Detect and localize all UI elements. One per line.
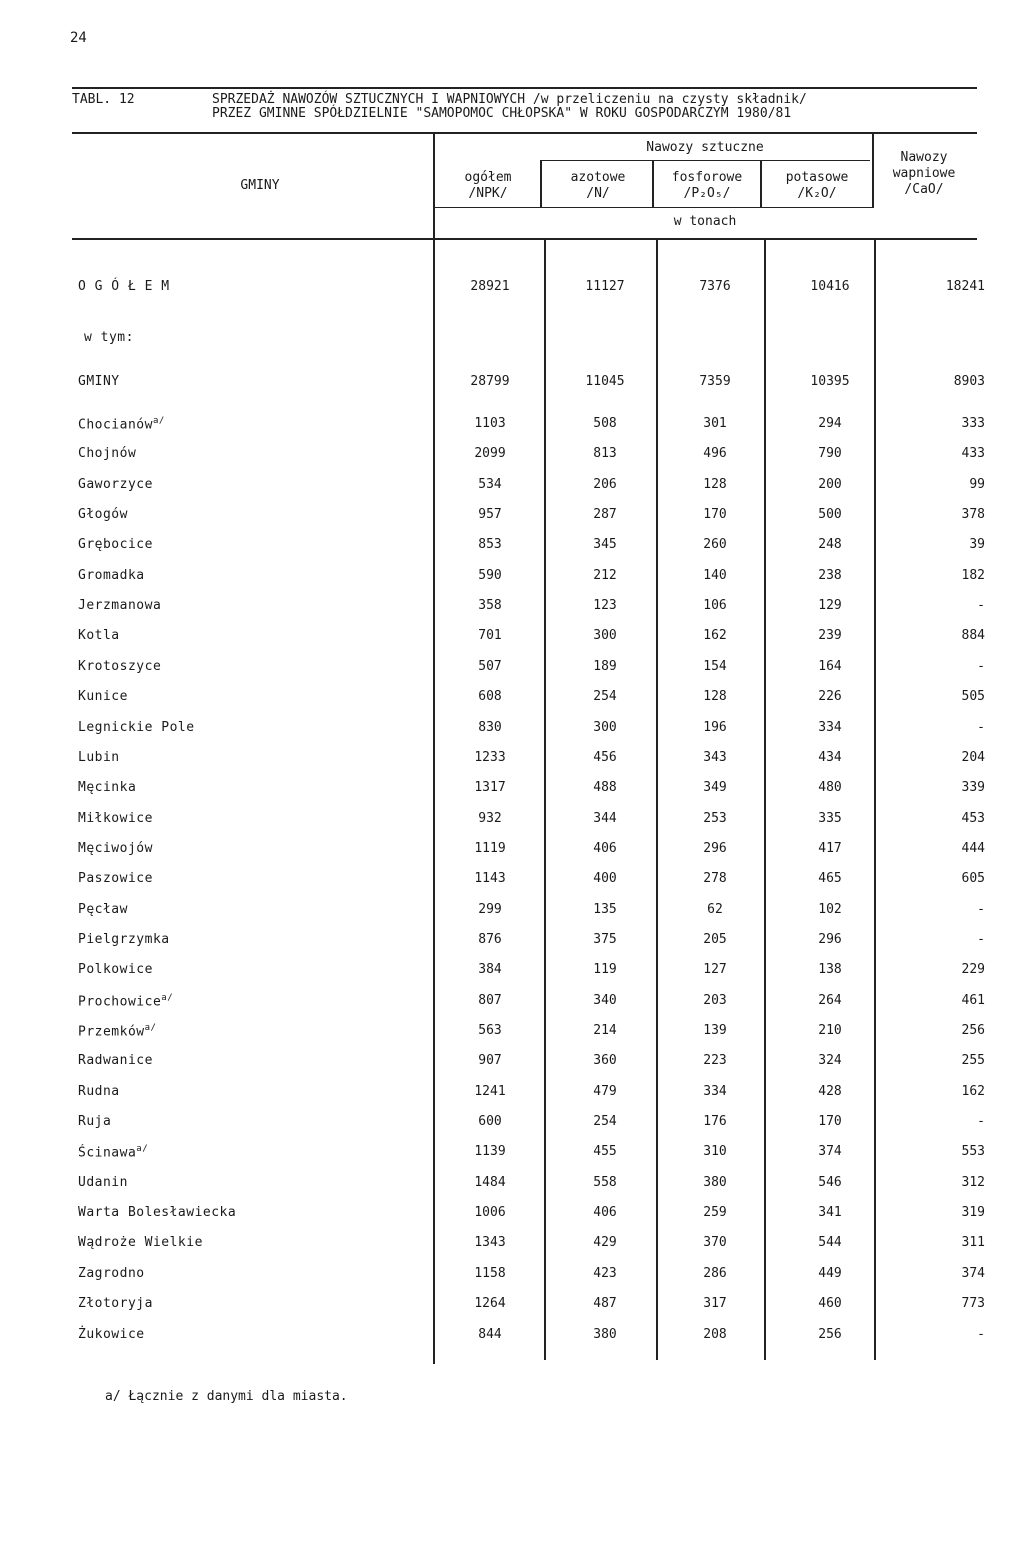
- cell-azotowe: 380: [593, 1327, 617, 1342]
- cell-wapniowe: -: [977, 1327, 985, 1342]
- row-name-text: Kunice: [78, 689, 128, 704]
- cell-wapniowe: 162: [961, 1084, 985, 1099]
- cell-wapniowe: 453: [961, 811, 985, 826]
- row-name-text: Krotoszyce: [78, 659, 162, 674]
- cell-fosforowe: 334: [703, 1084, 727, 1099]
- table-row: [0, 1023, 1024, 1043]
- rule-header-top: [72, 132, 977, 134]
- cell-wapniowe: -: [977, 598, 985, 613]
- cell-wapniowe: -: [977, 902, 985, 917]
- cell-wapniowe: 229: [961, 962, 985, 977]
- cell-fosforowe: 128: [703, 477, 727, 492]
- row-name: [78, 720, 195, 735]
- cell-ogolem: 384: [478, 962, 502, 977]
- header-gminy: GMINY: [240, 178, 280, 193]
- w-tym-row: [0, 330, 1024, 350]
- row-name: [78, 689, 128, 704]
- cell-ogolem: 1317: [474, 780, 506, 795]
- cell-azotowe: 189: [593, 659, 617, 674]
- cell-ogolem: 1006: [474, 1205, 506, 1220]
- table-row: [0, 598, 1024, 618]
- cell-wapniowe: 444: [961, 841, 985, 856]
- row-name: [78, 507, 128, 522]
- row-name-text: Polkowice: [78, 962, 153, 977]
- header-col4: [762, 170, 872, 202]
- row-name: GMINY: [78, 374, 120, 389]
- footnote-marker: a/: [152, 416, 165, 426]
- title-line-2: PRZEZ GMINNE SPÓŁDZIELNIE "SAMOPOMOC CHŁOPSKA" W ROKU GOSPODARCZYM 1980/81: [212, 106, 792, 121]
- cell-fosforowe: 259: [703, 1205, 727, 1220]
- row-name: [78, 628, 120, 643]
- header-col3: [654, 170, 760, 202]
- row-name: [78, 1205, 236, 1220]
- cell-wapniowe: 319: [961, 1205, 985, 1220]
- cell-wapniowe: 18241: [945, 279, 985, 294]
- table-row: [0, 1114, 1024, 1134]
- cell-potasowe: 790: [818, 446, 842, 461]
- table-row: [0, 1053, 1024, 1073]
- row-name: [78, 1175, 128, 1190]
- footnote-marker: a/: [161, 993, 174, 1003]
- cell-ogolem: 701: [478, 628, 502, 643]
- row-name-text: Męciwojów: [78, 841, 153, 856]
- w-tym-label: w tym:: [84, 330, 134, 345]
- cell-potasowe: 226: [818, 689, 842, 704]
- cell-potasowe: 164: [818, 659, 842, 674]
- cell-potasowe: 170: [818, 1114, 842, 1129]
- cell-azotowe: 214: [593, 1023, 617, 1038]
- cell-potasowe: 480: [818, 780, 842, 795]
- cell-fosforowe: 162: [703, 628, 727, 643]
- row-name-text: Prochowice: [78, 994, 162, 1010]
- cell-wapniowe: 8903: [953, 374, 985, 389]
- cell-fosforowe: 260: [703, 537, 727, 552]
- cell-potasowe: 264: [818, 993, 842, 1008]
- cell-ogolem: 1158: [474, 1266, 506, 1281]
- cell-potasowe: 239: [818, 628, 842, 643]
- cell-fosforowe: 170: [703, 507, 727, 522]
- row-name: [78, 811, 153, 826]
- header-unit: w tonach: [673, 214, 737, 229]
- row-name-text: Złotoryja: [78, 1296, 153, 1311]
- footnote-marker: a/: [136, 1144, 149, 1154]
- row-name: O G Ó Ł E M: [78, 279, 170, 294]
- table-row: [0, 477, 1024, 497]
- row-name: [78, 780, 136, 795]
- cell-potasowe: 256: [818, 1327, 842, 1342]
- row-name-text: Miłkowice: [78, 811, 153, 826]
- table-title-text: [212, 93, 807, 121]
- cell-fosforowe: 208: [703, 1327, 727, 1342]
- cell-wapniowe: 605: [961, 871, 985, 886]
- row-name: [78, 537, 153, 552]
- cell-potasowe: 465: [818, 871, 842, 886]
- cell-azotowe: 254: [593, 1114, 617, 1129]
- row-name: [78, 871, 153, 886]
- row-name-text: Udanin: [78, 1175, 128, 1190]
- table-row: [0, 750, 1024, 770]
- footnote-marker: a/: [144, 1023, 157, 1033]
- row-name: [78, 1084, 120, 1099]
- cell-wapniowe: 339: [961, 780, 985, 795]
- row-name: [78, 1053, 153, 1068]
- cell-potasowe: 500: [818, 507, 842, 522]
- header-group-title: Nawozy sztuczne: [646, 140, 764, 155]
- cell-potasowe: 324: [818, 1053, 842, 1068]
- cell-fosforowe: 296: [703, 841, 727, 856]
- cell-wapniowe: 312: [961, 1175, 985, 1190]
- cell-potasowe: 544: [818, 1235, 842, 1250]
- cell-fosforowe: 349: [703, 780, 727, 795]
- header-col1-label: ogółem: [464, 170, 512, 185]
- row-name: [78, 993, 173, 1009]
- cell-potasowe: 434: [818, 750, 842, 765]
- cell-ogolem: 807: [478, 993, 502, 1008]
- cell-azotowe: 300: [593, 720, 617, 735]
- row-name-text: Żukowice: [78, 1327, 145, 1342]
- header-col3-label: fosforowe: [671, 170, 743, 185]
- cell-potasowe: 10395: [810, 374, 850, 389]
- cell-potasowe: 238: [818, 568, 842, 583]
- rule-header-bottom: [72, 238, 977, 240]
- row-name: [78, 750, 120, 765]
- row-name: [78, 1114, 111, 1129]
- page-number: 24: [70, 30, 87, 46]
- cell-azotowe: 813: [593, 446, 617, 461]
- row-name-text: Lubin: [78, 750, 120, 765]
- cell-ogolem: 844: [478, 1327, 502, 1342]
- row-name: [78, 1327, 145, 1342]
- header-col4-label: potasowe: [785, 170, 849, 185]
- header-col2-sub: /N/: [586, 186, 610, 201]
- row-name-text: Chojnów: [78, 446, 137, 461]
- cell-azotowe: 400: [593, 871, 617, 886]
- cell-potasowe: 341: [818, 1205, 842, 1220]
- row-name-text: Kotla: [78, 628, 120, 643]
- table-row: [0, 1175, 1024, 1195]
- table-row: [0, 1144, 1024, 1164]
- header-col2: [544, 170, 652, 202]
- cell-fosforowe: 310: [703, 1144, 727, 1159]
- cell-azotowe: 406: [593, 1205, 617, 1220]
- cell-azotowe: 558: [593, 1175, 617, 1190]
- table-row: [0, 780, 1024, 800]
- table-row: [0, 1084, 1024, 1104]
- cell-potasowe: 210: [818, 1023, 842, 1038]
- table-row: [0, 902, 1024, 922]
- cell-ogolem: 1143: [474, 871, 506, 886]
- row-name-text: Pęcław: [78, 902, 128, 917]
- cell-ogolem: 1119: [474, 841, 506, 856]
- cell-fosforowe: 205: [703, 932, 727, 947]
- header-col1-sub: /NPK/: [468, 186, 508, 201]
- table-row: [0, 841, 1024, 861]
- row-name: [78, 841, 153, 856]
- cell-fosforowe: 253: [703, 811, 727, 826]
- header-col5-line1: Nawozy: [900, 150, 948, 165]
- cell-azotowe: 455: [593, 1144, 617, 1159]
- table-row: [0, 628, 1024, 648]
- cell-wapniowe: 311: [961, 1235, 985, 1250]
- cell-fosforowe: 7376: [699, 279, 731, 294]
- header-col1: [436, 170, 540, 202]
- row-name: [78, 1144, 148, 1160]
- cell-ogolem: 853: [478, 537, 502, 552]
- header-col2-label: azotowe: [570, 170, 626, 185]
- row-name: [78, 1296, 153, 1311]
- table-row: [0, 446, 1024, 466]
- cell-potasowe: 248: [818, 537, 842, 552]
- row-name-text: Radwanice: [78, 1053, 153, 1068]
- cell-azotowe: 429: [593, 1235, 617, 1250]
- cell-potasowe: 546: [818, 1175, 842, 1190]
- row-name: [78, 902, 128, 917]
- cell-potasowe: 460: [818, 1296, 842, 1311]
- cell-azotowe: 206: [593, 477, 617, 492]
- cell-azotowe: 135: [593, 902, 617, 917]
- cell-fosforowe: 317: [703, 1296, 727, 1311]
- cell-wapniowe: 255: [961, 1053, 985, 1068]
- title-line-1: SPRZEDAŻ NAWOZÓW SZTUCZNYCH I WAPNIOWYCH /w przeliczeniu na czysty składnik/: [212, 92, 807, 107]
- row-name-text: Męcinka: [78, 780, 137, 795]
- cell-potasowe: 417: [818, 841, 842, 856]
- cell-wapniowe: -: [977, 659, 985, 674]
- header-col3-sub: /P₂O₅/: [683, 186, 731, 201]
- row-name-text: Zagrodno: [78, 1266, 145, 1281]
- cell-azotowe: 360: [593, 1053, 617, 1068]
- cell-fosforowe: 286: [703, 1266, 727, 1281]
- cell-azotowe: 11127: [585, 279, 625, 294]
- cell-azotowe: 340: [593, 993, 617, 1008]
- cell-ogolem: 1139: [474, 1144, 506, 1159]
- table-label: TABL. 12: [72, 92, 135, 107]
- cell-ogolem: 507: [478, 659, 502, 674]
- row-name-text: Chocianów: [78, 417, 153, 433]
- table-row: [0, 568, 1024, 588]
- header-col5-line3: /CaO/: [904, 182, 944, 197]
- cell-azotowe: 254: [593, 689, 617, 704]
- cell-fosforowe: 127: [703, 962, 727, 977]
- cell-ogolem: 1233: [474, 750, 506, 765]
- cell-ogolem: 830: [478, 720, 502, 735]
- cell-azotowe: 119: [593, 962, 617, 977]
- cell-wapniowe: -: [977, 1114, 985, 1129]
- table-row: [0, 537, 1024, 557]
- cell-azotowe: 508: [593, 416, 617, 431]
- table-row: [0, 871, 1024, 891]
- row-name-text: Ruja: [78, 1114, 112, 1129]
- row-name-text: Jerzmanowa: [78, 598, 162, 613]
- cell-ogolem: 1103: [474, 416, 506, 431]
- row-name: [78, 1235, 203, 1250]
- cell-wapniowe: 461: [961, 993, 985, 1008]
- cell-ogolem: 358: [478, 598, 502, 613]
- row-name-text: Przemków: [78, 1024, 145, 1040]
- cell-wapniowe: 433: [961, 446, 985, 461]
- vrule-2: [540, 160, 542, 208]
- cell-potasowe: 335: [818, 811, 842, 826]
- table-row: [0, 932, 1024, 952]
- cell-azotowe: 488: [593, 780, 617, 795]
- cell-ogolem: 1264: [474, 1296, 506, 1311]
- cell-potasowe: 428: [818, 1084, 842, 1099]
- cell-azotowe: 287: [593, 507, 617, 522]
- cell-azotowe: 406: [593, 841, 617, 856]
- cell-wapniowe: 553: [961, 1144, 985, 1159]
- row-name: [78, 962, 153, 977]
- cell-wapniowe: 99: [969, 477, 985, 492]
- table-row: [0, 962, 1024, 982]
- cell-ogolem: 1343: [474, 1235, 506, 1250]
- cell-wapniowe: 182: [961, 568, 985, 583]
- cell-fosforowe: 496: [703, 446, 727, 461]
- cell-ogolem: 600: [478, 1114, 502, 1129]
- cell-ogolem: 907: [478, 1053, 502, 1068]
- row-name-text: Gromadka: [78, 568, 145, 583]
- rule-top: [72, 87, 977, 89]
- row-name-text: Rudna: [78, 1084, 120, 1099]
- cell-potasowe: 334: [818, 720, 842, 735]
- header-col5: [874, 150, 974, 198]
- cell-potasowe: 102: [818, 902, 842, 917]
- row-name-text: Gaworzyce: [78, 477, 153, 492]
- row-name: [78, 1266, 145, 1281]
- cell-fosforowe: 301: [703, 416, 727, 431]
- cell-fosforowe: 140: [703, 568, 727, 583]
- table-row: [0, 1205, 1024, 1225]
- table-row: [0, 689, 1024, 709]
- row-name-text: Głogów: [78, 507, 128, 522]
- cell-azotowe: 344: [593, 811, 617, 826]
- cell-potasowe: 296: [818, 932, 842, 947]
- row-name-text: Grębocice: [78, 537, 153, 552]
- table-row: [0, 659, 1024, 679]
- cell-potasowe: 374: [818, 1144, 842, 1159]
- cell-fosforowe: 62: [707, 902, 723, 917]
- cell-wapniowe: 505: [961, 689, 985, 704]
- cell-wapniowe: 333: [961, 416, 985, 431]
- cell-azotowe: 345: [593, 537, 617, 552]
- row-name-text: Paszowice: [78, 871, 153, 886]
- cell-fosforowe: 343: [703, 750, 727, 765]
- cell-wapniowe: 884: [961, 628, 985, 643]
- cell-fosforowe: 139: [703, 1023, 727, 1038]
- row-name-text: Wądroże Wielkie: [78, 1235, 203, 1250]
- cell-potasowe: 200: [818, 477, 842, 492]
- cell-fosforowe: 196: [703, 720, 727, 735]
- row-name: [78, 1023, 156, 1039]
- table-row: [0, 1327, 1024, 1347]
- cell-wapniowe: 374: [961, 1266, 985, 1281]
- cell-fosforowe: 106: [703, 598, 727, 613]
- cell-fosforowe: 223: [703, 1053, 727, 1068]
- cell-azotowe: 375: [593, 932, 617, 947]
- cell-azotowe: 300: [593, 628, 617, 643]
- table-row: [0, 720, 1024, 740]
- header-col4-sub: /K₂O/: [797, 186, 837, 201]
- cell-fosforowe: 176: [703, 1114, 727, 1129]
- cell-azotowe: 456: [593, 750, 617, 765]
- row-name: [78, 477, 153, 492]
- cell-wapniowe: 773: [961, 1296, 985, 1311]
- cell-fosforowe: 154: [703, 659, 727, 674]
- table-row: [0, 811, 1024, 831]
- row-name: [78, 446, 136, 461]
- row-name: [78, 598, 161, 613]
- cell-wapniowe: 378: [961, 507, 985, 522]
- row-name-text: Pielgrzymka: [78, 932, 170, 947]
- cell-ogolem: 299: [478, 902, 502, 917]
- cell-potasowe: 129: [818, 598, 842, 613]
- cell-azotowe: 423: [593, 1266, 617, 1281]
- cell-ogolem: 932: [478, 811, 502, 826]
- cell-azotowe: 212: [593, 568, 617, 583]
- cell-potasowe: 449: [818, 1266, 842, 1281]
- cell-ogolem: 1484: [474, 1175, 506, 1190]
- cell-wapniowe: -: [977, 720, 985, 735]
- table-row: [0, 993, 1024, 1013]
- table-row: [0, 1266, 1024, 1286]
- footnote: a/ Łącznie z danymi dla miasta.: [105, 1389, 348, 1404]
- row-name: [78, 416, 165, 432]
- cell-ogolem: 28921: [470, 279, 510, 294]
- row-name-text: Legnickie Pole: [78, 720, 195, 735]
- cell-wapniowe: -: [977, 932, 985, 947]
- cell-potasowe: 138: [818, 962, 842, 977]
- cell-fosforowe: 278: [703, 871, 727, 886]
- cell-ogolem: 28799: [470, 374, 510, 389]
- cell-azotowe: 487: [593, 1296, 617, 1311]
- cell-fosforowe: 203: [703, 993, 727, 1008]
- table-row: [0, 507, 1024, 527]
- cell-fosforowe: 7359: [699, 374, 731, 389]
- cell-ogolem: 2099: [474, 446, 506, 461]
- row-name: [78, 568, 145, 583]
- cell-ogolem: 957: [478, 507, 502, 522]
- cell-ogolem: 1241: [474, 1084, 506, 1099]
- cell-ogolem: 563: [478, 1023, 502, 1038]
- row-name: [78, 659, 161, 674]
- header-col5-line2: wapniowe: [892, 166, 956, 181]
- cell-azotowe: 123: [593, 598, 617, 613]
- rule-group-under: [540, 160, 870, 161]
- cell-ogolem: 608: [478, 689, 502, 704]
- cell-azotowe: 479: [593, 1084, 617, 1099]
- cell-ogolem: 876: [478, 932, 502, 947]
- table-row: [0, 416, 1024, 436]
- cell-ogolem: 534: [478, 477, 502, 492]
- row-name: [78, 932, 170, 947]
- cell-wapniowe: 39: [969, 537, 985, 552]
- table-row: [0, 1296, 1024, 1316]
- cell-azotowe: 11045: [585, 374, 625, 389]
- cell-fosforowe: 380: [703, 1175, 727, 1190]
- cell-wapniowe: 256: [961, 1023, 985, 1038]
- cell-ogolem: 590: [478, 568, 502, 583]
- cell-wapniowe: 204: [961, 750, 985, 765]
- cell-fosforowe: 128: [703, 689, 727, 704]
- cell-potasowe: 10416: [810, 279, 850, 294]
- cell-potasowe: 294: [818, 416, 842, 431]
- table-row-total: [0, 279, 1024, 299]
- cell-fosforowe: 370: [703, 1235, 727, 1250]
- row-name-text: Warta Bolesławiecka: [78, 1205, 237, 1220]
- table-row: [0, 1235, 1024, 1255]
- row-name-text: Ścinawa: [78, 1145, 137, 1161]
- table-row-gminy: [0, 374, 1024, 394]
